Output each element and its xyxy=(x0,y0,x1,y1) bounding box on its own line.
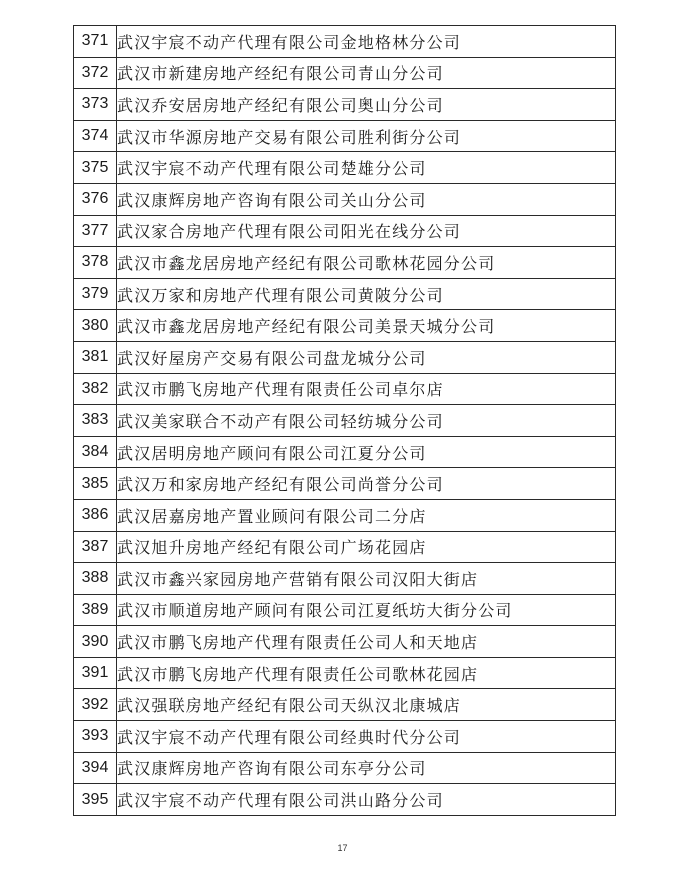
table-row xyxy=(74,373,616,405)
company-name: 武汉市新建房地产经纪有限公司青山分公司 xyxy=(117,57,616,89)
table-row xyxy=(74,594,616,626)
company-name: 武汉宇宸不动产代理有限公司金地格林分公司 xyxy=(117,26,616,58)
table-row xyxy=(74,689,616,721)
table-row xyxy=(74,247,616,279)
row-number: 395 xyxy=(74,784,117,816)
row-number: 371 xyxy=(74,26,117,58)
row-number: 390 xyxy=(74,626,117,658)
company-name: 武汉乔安居房地产经纪有限公司奥山分公司 xyxy=(117,89,616,121)
row-number: 385 xyxy=(74,468,117,500)
table-row xyxy=(74,626,616,658)
table-row xyxy=(74,784,616,816)
company-name: 武汉万家和房地产代理有限公司黄陂分公司 xyxy=(117,278,616,310)
company-name: 武汉居嘉房地产置业顾问有限公司二分店 xyxy=(117,499,616,531)
company-name: 武汉康辉房地产咨询有限公司关山分公司 xyxy=(117,183,616,215)
company-name: 武汉市华源房地产交易有限公司胜利街分公司 xyxy=(117,120,616,152)
company-name: 武汉市鑫龙居房地产经纪有限公司歌林花园分公司 xyxy=(117,247,616,279)
row-number: 392 xyxy=(74,689,117,721)
row-number: 387 xyxy=(74,531,117,563)
company-name: 武汉康辉房地产咨询有限公司东亭分公司 xyxy=(117,752,616,784)
company-name: 武汉宇宸不动产代理有限公司楚雄分公司 xyxy=(117,152,616,184)
row-number: 374 xyxy=(74,120,117,152)
row-number: 384 xyxy=(74,436,117,468)
table-row xyxy=(74,436,616,468)
page-number: 17 xyxy=(337,843,348,853)
table-row xyxy=(74,57,616,89)
company-name: 武汉强联房地产经纪有限公司天纵汉北康城店 xyxy=(117,689,616,721)
table-row xyxy=(74,721,616,753)
company-name: 武汉市鑫兴家园房地产营销有限公司汉阳大街店 xyxy=(117,563,616,595)
company-name: 武汉宇宸不动产代理有限公司经典时代分公司 xyxy=(117,721,616,753)
row-number: 393 xyxy=(74,721,117,753)
row-number: 383 xyxy=(74,405,117,437)
company-name: 武汉好屋房产交易有限公司盘龙城分公司 xyxy=(117,341,616,373)
table-row xyxy=(74,405,616,437)
company-name: 武汉旭升房地产经纪有限公司广场花园店 xyxy=(117,531,616,563)
table-row xyxy=(74,120,616,152)
row-number: 375 xyxy=(74,152,117,184)
row-number: 378 xyxy=(74,247,117,279)
table-row xyxy=(74,752,616,784)
row-number: 377 xyxy=(74,215,117,247)
company-name: 武汉宇宸不动产代理有限公司洪山路分公司 xyxy=(117,784,616,816)
row-number: 372 xyxy=(74,57,117,89)
table-row xyxy=(74,89,616,121)
company-name: 武汉家合房地产代理有限公司阳光在线分公司 xyxy=(117,215,616,247)
company-name: 武汉万和家房地产经纪有限公司尚誉分公司 xyxy=(117,468,616,500)
company-name: 武汉市鹏飞房地产代理有限责任公司歌林花园店 xyxy=(117,657,616,689)
row-number: 388 xyxy=(74,563,117,595)
table-row xyxy=(74,468,616,500)
row-number: 389 xyxy=(74,594,117,626)
table-row xyxy=(74,26,616,58)
table-row xyxy=(74,152,616,184)
row-number: 380 xyxy=(74,310,117,342)
table-row xyxy=(74,531,616,563)
company-table xyxy=(73,25,616,816)
company-table-body xyxy=(74,26,616,816)
company-name: 武汉市鹏飞房地产代理有限责任公司人和天地店 xyxy=(117,626,616,658)
row-number: 386 xyxy=(74,499,117,531)
table-row xyxy=(74,341,616,373)
table-row xyxy=(74,499,616,531)
row-number: 382 xyxy=(74,373,117,405)
table-row xyxy=(74,278,616,310)
company-name: 武汉市鹏飞房地产代理有限责任公司卓尔店 xyxy=(117,373,616,405)
company-name: 武汉美家联合不动产有限公司轻纺城分公司 xyxy=(117,405,616,437)
table-row xyxy=(74,310,616,342)
company-name: 武汉市鑫龙居房地产经纪有限公司美景天城分公司 xyxy=(117,310,616,342)
row-number: 394 xyxy=(74,752,117,784)
company-name: 武汉居明房地产顾问有限公司江夏分公司 xyxy=(117,436,616,468)
row-number: 391 xyxy=(74,657,117,689)
company-name: 武汉市顺道房地产顾问有限公司江夏纸坊大街分公司 xyxy=(117,594,616,626)
table-row xyxy=(74,563,616,595)
row-number: 373 xyxy=(74,89,117,121)
row-number: 381 xyxy=(74,341,117,373)
row-number: 376 xyxy=(74,183,117,215)
table-row xyxy=(74,657,616,689)
table-row xyxy=(74,215,616,247)
table-row xyxy=(74,183,616,215)
row-number: 379 xyxy=(74,278,117,310)
